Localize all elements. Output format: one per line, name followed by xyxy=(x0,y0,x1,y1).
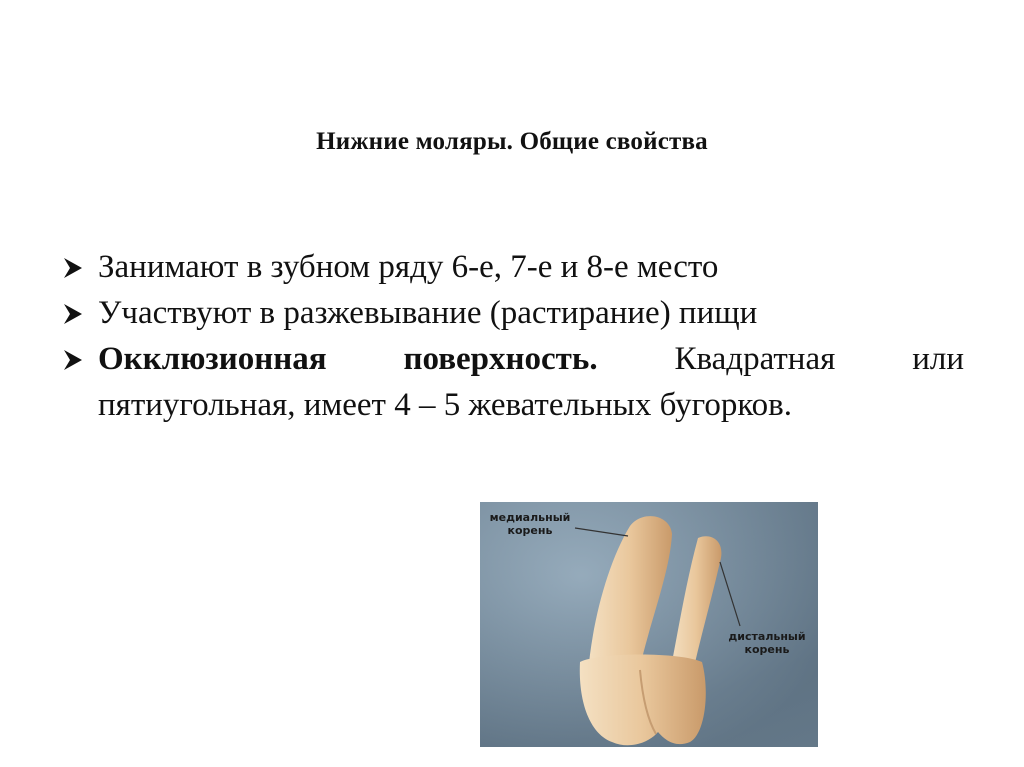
molar-illustration xyxy=(480,502,818,747)
bullet-word: Квадратная xyxy=(674,341,836,377)
bullet-item xyxy=(62,290,964,336)
medial-root-label xyxy=(484,511,576,537)
distal-root-label xyxy=(718,630,816,656)
label-line: медиальный xyxy=(489,511,571,524)
arrowhead-bullet-icon xyxy=(62,244,92,290)
bullet-word: или xyxy=(912,341,964,377)
arrowhead-bullet-icon xyxy=(62,290,92,336)
arrowhead-bullet-icon xyxy=(62,336,92,382)
bold-term: поверхность. xyxy=(403,341,598,377)
label-line: корень xyxy=(744,643,790,656)
bullet-text: Занимают в зубном ряду 6-е, 7-е и 8-е место xyxy=(98,249,719,285)
bullet-list xyxy=(62,244,964,428)
bullet-item xyxy=(62,244,964,290)
bullet-line xyxy=(98,336,964,382)
label-line: корень xyxy=(507,524,553,537)
bullet-line: пятиугольная, имеет 4 – 5 жевательных бугорков. xyxy=(98,387,793,423)
bold-term: Окклюзионная xyxy=(98,341,327,377)
tooth-photo xyxy=(480,502,818,747)
bullet-item xyxy=(62,336,964,428)
bullet-text: Участвуют в разжевывание (растирание) пищи xyxy=(98,295,758,331)
crown xyxy=(580,655,706,746)
page-title: Нижние моляры. Общие свойства xyxy=(316,128,708,155)
label-line: дистальный xyxy=(728,630,806,643)
